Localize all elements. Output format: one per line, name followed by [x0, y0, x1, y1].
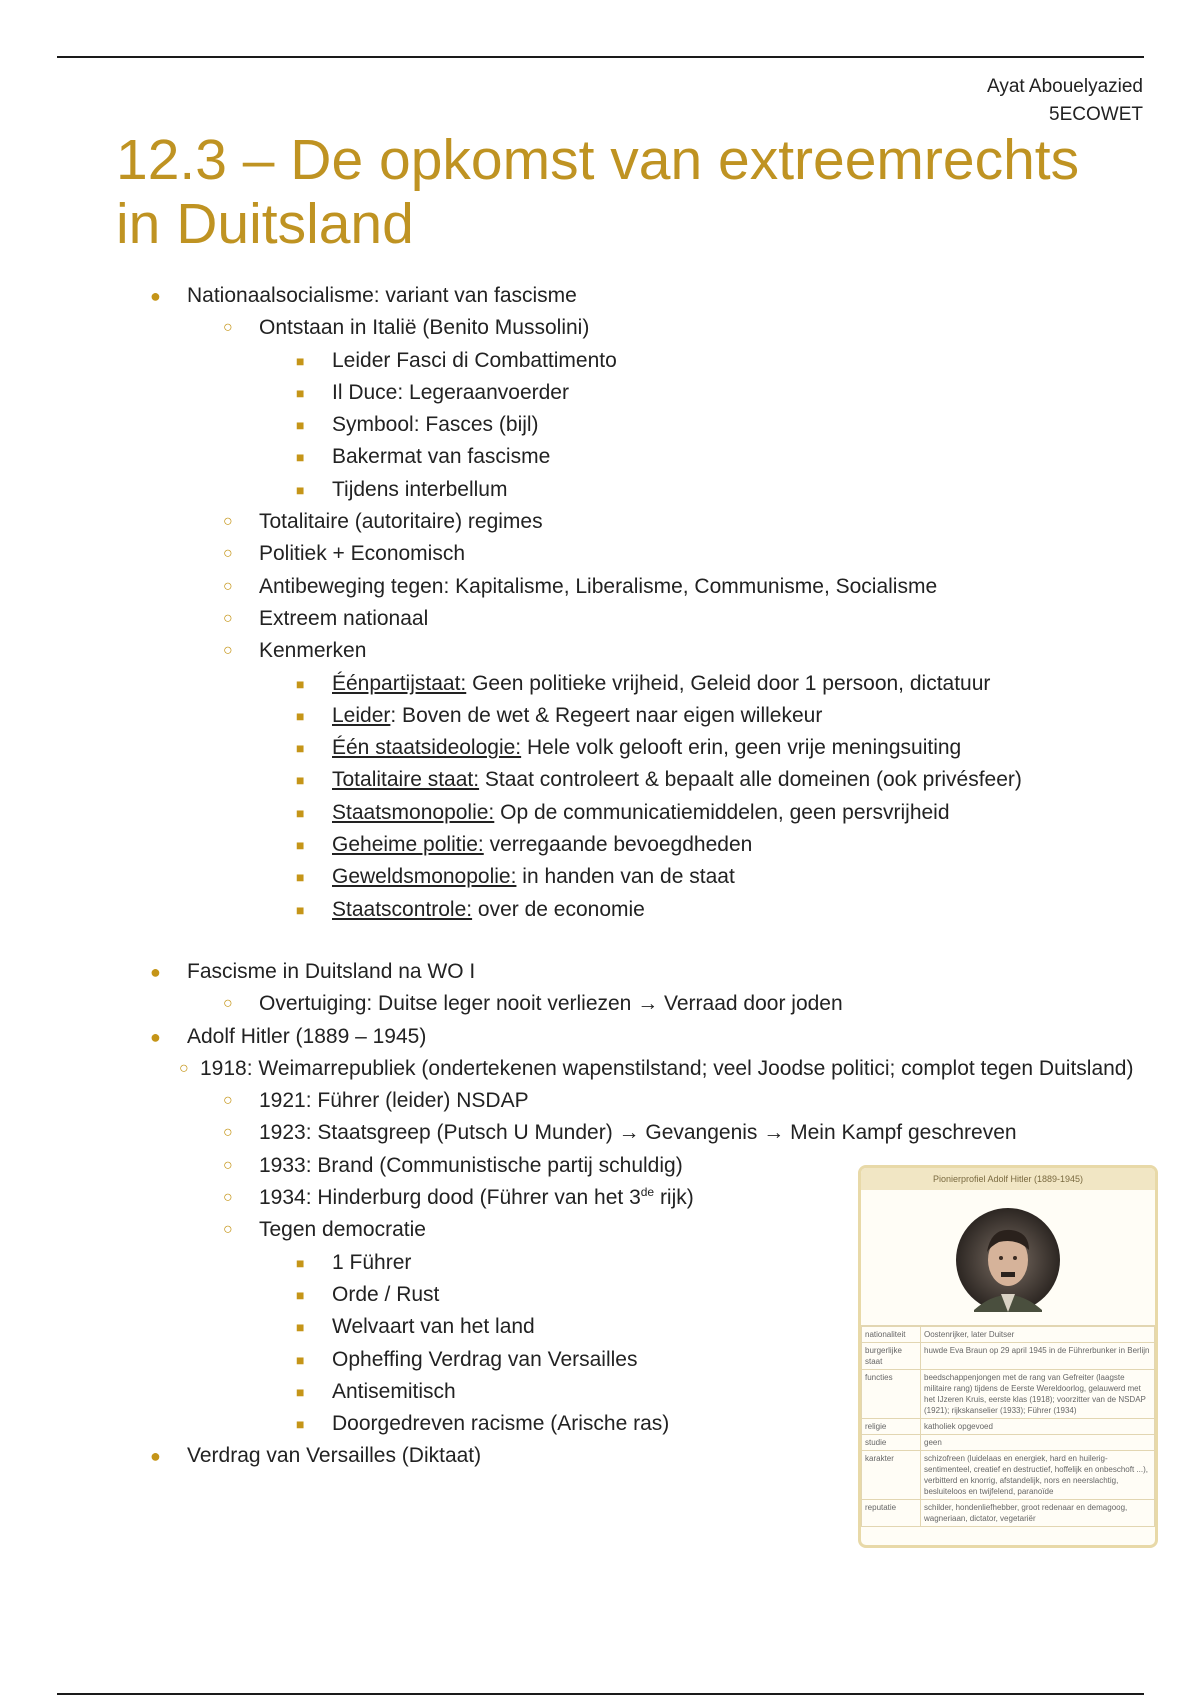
square-bullet-icon: ■ — [296, 449, 305, 466]
term: Geweldsmonopolie: — [332, 865, 517, 889]
square-bullet-icon: ■ — [296, 481, 305, 498]
circle-bullet-icon: ○ — [223, 1156, 233, 1174]
square-bullet-icon: ■ — [296, 837, 305, 854]
list-item: ○ 1923: Staatsgreep (Putsch U Munder) → Gevangenis → Mein Kampf geschreven — [0, 1117, 1200, 1149]
profile-table — [861, 1326, 1155, 1527]
list-item: ○ 1933: Brand (Communistische partij schuldig) — [0, 1150, 1200, 1182]
bullet-icon: ● — [150, 1446, 161, 1467]
term: Totalitaire staat: — [332, 768, 480, 792]
square-bullet-icon: ■ — [296, 1319, 305, 1336]
table-row: nationaliteit Oostenrijker, later Duitser — [862, 1327, 1155, 1343]
table-row: burgerlijke staat huwde Eva Braun op 29 april 1945 in de Führerbunker in Berlijn — [862, 1343, 1155, 1370]
square-bullet-icon: ■ — [296, 1383, 305, 1400]
list-item: ■ Geweldsmonopolie: in handen van de staat — [0, 861, 1200, 893]
list-item: ■ Leider Fasci di Combattimento — [0, 345, 1200, 377]
term: Leider — [332, 703, 391, 727]
circle-bullet-icon: ○ — [223, 642, 233, 660]
square-bullet-icon: ■ — [296, 772, 305, 789]
list-item: ○ Politiek + Economisch — [0, 538, 1200, 570]
square-bullet-icon: ■ — [296, 740, 305, 757]
list-item: ■ Opheffing Verdrag van Versailles — [0, 1344, 1200, 1376]
bullet-icon: ● — [150, 1026, 161, 1047]
list-item: ■ Tijdens interbellum — [0, 474, 1200, 506]
circle-bullet-icon: ○ — [223, 513, 233, 531]
circle-bullet-icon: ○ — [179, 1059, 189, 1077]
circle-bullet-icon: ○ — [223, 1221, 233, 1239]
circle-bullet-icon: ○ — [223, 545, 233, 563]
square-bullet-icon: ■ — [296, 675, 305, 692]
list-item: ● Verdrag van Versailles (Diktaat) — [0, 1440, 1200, 1472]
list-item: ■ Bakermat van fascisme — [0, 441, 1200, 473]
square-bullet-icon: ■ — [296, 869, 305, 886]
table-row: karakter schizofreen (luidelaas en energiek, hard en huilerig-sentimenteel, creatief en destructief, hoffelijk en onbeschoft ...), verbitterd en knorrig, afstandelijk, nors en neerslachtig, besluiteloos en twijfelend, paranoïde — [862, 1451, 1155, 1500]
list-item: ○ Tegen democratie — [0, 1214, 1200, 1246]
bullet-icon: ● — [150, 286, 161, 306]
circle-bullet-icon: ○ — [223, 1189, 233, 1207]
list-item: ○ Ontstaan in Italië (Benito Mussolini) — [0, 312, 1200, 344]
term: Staatsmonopolie: — [332, 800, 495, 824]
table-row: reputatie schilder, hondenliefhebber, groot redenaar en demagoog, wagneriaan, dictator, vegetariër — [862, 1500, 1155, 1527]
list-item: ● Fascisme in Duitsland na WO I — [0, 956, 1200, 988]
circle-bullet-icon: ○ — [223, 577, 233, 595]
square-bullet-icon: ■ — [296, 1351, 305, 1368]
bottom-rule — [57, 1693, 1144, 1695]
list-item: ○ 1918: Weimarrepubliek (ondertekenen wapenstilstand; veel Joodse politici; complot tegen Duitsland) — [0, 1053, 1200, 1085]
profile-card — [858, 1165, 1158, 1548]
list-item: ■ Symbool: Fasces (bijl) — [0, 409, 1200, 441]
list-item: ■ Één staatsideologie: Hele volk gelooft erin, geen vrije meningsuiting — [0, 732, 1200, 764]
bullet-icon: ● — [150, 961, 161, 982]
class-code: 5ECOWET — [1049, 104, 1143, 125]
list-item: ■ Antisemitisch — [0, 1376, 1200, 1408]
list-item: ○ 1921: Führer (leider) NSDAP — [0, 1085, 1200, 1117]
circle-bullet-icon: ○ — [223, 1092, 233, 1110]
list-item: ■ Leider: Boven de wet & Regeert naar eigen willekeur — [0, 700, 1200, 732]
term: Geheime politie: — [332, 833, 484, 857]
square-bullet-icon: ■ — [296, 352, 305, 369]
list-item: ○ Overtuiging: Duitse leger nooit verliezen → Verraad door joden — [0, 988, 1200, 1020]
square-bullet-icon: ■ — [296, 707, 305, 724]
term: Één staatsideologie: — [332, 736, 522, 760]
square-bullet-icon: ■ — [296, 1416, 305, 1433]
list-item: ■ Totalitaire staat: Staat controleert & bepaalt alle domeinen (ook privésfeer) — [0, 764, 1200, 796]
circle-bullet-icon: ○ — [223, 609, 233, 627]
list-item: ● Nationaalsocialisme: variant van fascisme — [0, 280, 1200, 312]
document-header — [987, 73, 1143, 129]
list-item: ● Adolf Hitler (1889 – 1945) — [0, 1021, 1200, 1053]
list-item: ○ Antibeweging tegen: Kapitalisme, Liberalisme, Communisme, Socialisme — [0, 571, 1200, 603]
profile-card-title: Pionierprofiel Adolf Hitler (1889-1945) — [861, 1168, 1155, 1190]
list-item: ■ Orde / Rust — [0, 1279, 1200, 1311]
list-item: ■ Welvaart van het land — [0, 1311, 1200, 1343]
square-bullet-icon: ■ — [296, 804, 305, 821]
author-name: Ayat Abouelyazied — [987, 76, 1143, 97]
list-item: ○ 1934: Hinderburg dood (Führer van het 3de rijk) — [0, 1182, 1200, 1214]
list-item: ○ Kenmerken — [0, 635, 1200, 667]
circle-bullet-icon: ○ — [223, 1124, 233, 1142]
circle-bullet-icon: ○ — [223, 995, 233, 1013]
term: Staatscontrole: — [332, 897, 473, 921]
square-bullet-icon: ■ — [296, 384, 305, 401]
list-item: ■ Staatscontrole: over de economie — [0, 894, 1200, 926]
list-item: ■ 1 Führer — [0, 1247, 1200, 1279]
list-item: ■ Geheime politie: verregaande bevoegdheden — [0, 829, 1200, 861]
list-item: ○ Extreem nationaal — [0, 603, 1200, 635]
square-bullet-icon: ■ — [296, 1286, 305, 1303]
portrait-image — [861, 1190, 1155, 1326]
square-bullet-icon: ■ — [296, 417, 305, 434]
table-row: religie katholiek opgevoed — [862, 1419, 1155, 1435]
list-item: ■ Staatsmonopolie: Op de communicatiemiddelen, geen persvrijheid — [0, 797, 1200, 829]
term: Éénpartijstaat: — [332, 671, 467, 695]
list-item: ■ Éénpartijstaat: Geen politieke vrijheid, Geleid door 1 persoon, dictatuur — [0, 668, 1200, 700]
circle-bullet-icon: ○ — [223, 319, 233, 337]
list-item: ■ Doorgedreven racisme (Arische ras) — [0, 1408, 1200, 1440]
list-item: ■ Il Duce: Legeraanvoerder — [0, 377, 1200, 409]
square-bullet-icon: ■ — [296, 901, 305, 918]
list-item: ○ Totalitaire (autoritaire) regimes — [0, 506, 1200, 538]
top-rule — [57, 56, 1144, 58]
table-row: studie geen — [862, 1435, 1155, 1451]
square-bullet-icon: ■ — [296, 1254, 305, 1271]
portrait-illustration — [861, 1190, 1155, 1325]
table-row: functies beedschappenjongen met de rang van Gefreiter (laagste militaire rang) tijdens de Eerste Wereldoorlog, gelauwerd met het IJzeren Kruis, eerste klas (1918); voorzitter van de NSDAP (1921); rijkskanselier (1933); Führer (1934) — [862, 1370, 1155, 1419]
page-title: 12.3 – De opkomst van extreemrechts in Duitsland — [116, 128, 1080, 256]
